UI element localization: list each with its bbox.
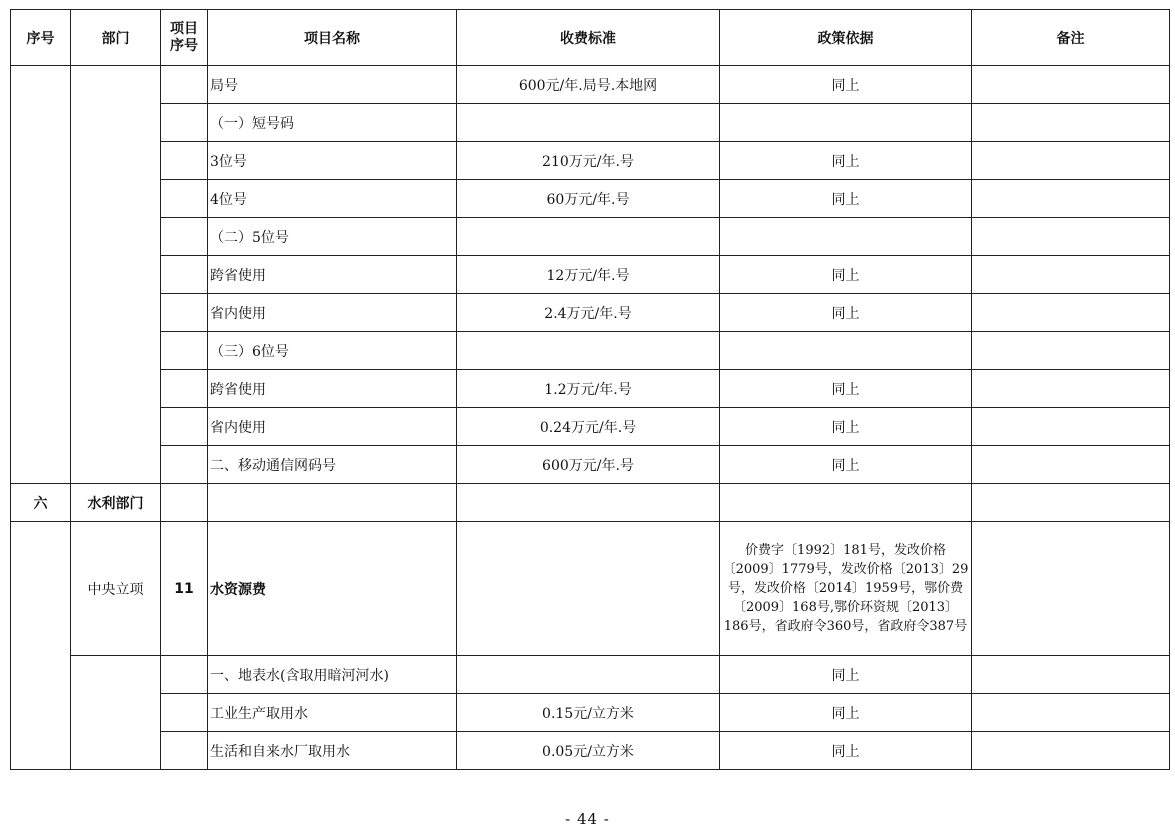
- fee-cell: [457, 104, 720, 142]
- policy-cell: 同上: [720, 256, 972, 294]
- item-name-cell: 水资源费: [208, 522, 457, 656]
- item-name-cell: （二）5位号: [208, 218, 457, 256]
- table-row: [11, 332, 1170, 370]
- seq-cell-blank: [11, 522, 71, 770]
- item-name-cell: 一、地表水(含取用暗河河水): [208, 656, 457, 694]
- fee-cell: 210万元/年.号: [457, 142, 720, 180]
- table-row: [11, 446, 1170, 484]
- fee-cell: 600万元/年.号: [457, 446, 720, 484]
- item-name-cell: [208, 484, 457, 522]
- table-row: [11, 256, 1170, 294]
- table-row: [11, 408, 1170, 446]
- table-row: [11, 294, 1170, 332]
- item-seq-cell: [161, 484, 208, 522]
- fee-cell: 2.4万元/年.号: [457, 294, 720, 332]
- remarks-cell: [972, 256, 1170, 294]
- table-row: [11, 142, 1170, 180]
- item-seq-cell: [161, 104, 208, 142]
- remarks-cell: [972, 522, 1170, 656]
- item-name-cell: 工业生产取用水: [208, 694, 457, 732]
- table-header-row: [11, 10, 1170, 66]
- policy-cell: 价费字〔1992〕181号，发改价格〔2009〕1779号，发改价格〔2013〕29号，发改价格〔2014〕1959号，鄂价费〔2009〕168号,鄂价环资规〔2013〕186号，省政府令360号，省政府令387号: [720, 522, 972, 656]
- item-name-cell: 二、移动通信网码号: [208, 446, 457, 484]
- policy-cell: 同上: [720, 694, 972, 732]
- department-cell-blank: [71, 656, 161, 770]
- item-seq-cell: [161, 332, 208, 370]
- section-row: [11, 484, 1170, 522]
- item-seq-cell: [161, 408, 208, 446]
- header-department: 部门: [71, 10, 161, 66]
- item-seq-cell: 11: [161, 522, 208, 656]
- table-row: [11, 218, 1170, 256]
- item-name-cell: 跨省使用: [208, 370, 457, 408]
- policy-cell: 同上: [720, 294, 972, 332]
- policy-cell: 同上: [720, 656, 972, 694]
- item-seq-cell: [161, 446, 208, 484]
- table-row: [11, 180, 1170, 218]
- item-seq-cell: [161, 142, 208, 180]
- item-seq-cell: [161, 66, 208, 104]
- remarks-cell: [972, 66, 1170, 104]
- item-name-cell: （一）短号码: [208, 104, 457, 142]
- fee-cell: 1.2万元/年.号: [457, 370, 720, 408]
- remarks-cell: [972, 732, 1170, 770]
- header-fee-standard: 收费标准: [457, 10, 720, 66]
- policy-cell: 同上: [720, 370, 972, 408]
- remarks-cell: [972, 370, 1170, 408]
- table-row: [11, 522, 1170, 656]
- fee-table: [10, 9, 1170, 770]
- policy-cell: [720, 332, 972, 370]
- policy-cell: [720, 484, 972, 522]
- remarks-cell: [972, 180, 1170, 218]
- item-seq-cell: [161, 218, 208, 256]
- table-row: [11, 66, 1170, 104]
- remarks-cell: [972, 484, 1170, 522]
- policy-cell: 同上: [720, 66, 972, 104]
- remarks-cell: [972, 104, 1170, 142]
- fee-cell: [457, 656, 720, 694]
- header-remarks: 备注: [972, 10, 1170, 66]
- item-name-cell: 生活和自来水厂取用水: [208, 732, 457, 770]
- item-seq-cell: [161, 180, 208, 218]
- fee-cell: [457, 522, 720, 656]
- fee-cell: [457, 484, 720, 522]
- fee-cell: 12万元/年.号: [457, 256, 720, 294]
- header-seq: 序号: [11, 10, 71, 66]
- item-seq-cell: [161, 256, 208, 294]
- header-item-seq: [161, 10, 208, 66]
- department-cell: 中央立项: [71, 522, 161, 656]
- remarks-cell: [972, 408, 1170, 446]
- page-number: - 44 -: [565, 810, 610, 828]
- section-seq-cell: 六: [11, 484, 71, 522]
- fee-cell: 60万元/年.号: [457, 180, 720, 218]
- seq-cell-blank: [11, 66, 71, 484]
- fee-cell: [457, 218, 720, 256]
- remarks-cell: [972, 656, 1170, 694]
- item-name-cell: 局号: [208, 66, 457, 104]
- fee-cell: [457, 332, 720, 370]
- fee-cell: 0.05元/立方米: [457, 732, 720, 770]
- policy-cell: 同上: [720, 142, 972, 180]
- table-row: [11, 732, 1170, 770]
- table-row: [11, 370, 1170, 408]
- item-seq-cell: [161, 656, 208, 694]
- item-name-cell: 4位号: [208, 180, 457, 218]
- header-policy-basis: 政策依据: [720, 10, 972, 66]
- policy-cell: 同上: [720, 180, 972, 218]
- fee-cell: 600元/年.局号.本地网: [457, 66, 720, 104]
- policy-cell: 同上: [720, 446, 972, 484]
- policy-cell: [720, 218, 972, 256]
- table-row: [11, 694, 1170, 732]
- header-item-seq-line2: 序号: [170, 37, 198, 54]
- policy-cell: 同上: [720, 408, 972, 446]
- department-cell-blank: [71, 66, 161, 484]
- item-seq-cell: [161, 370, 208, 408]
- item-seq-cell: [161, 294, 208, 332]
- item-name-cell: 3位号: [208, 142, 457, 180]
- header-item-seq-line1: 项目: [170, 20, 198, 37]
- item-name-cell: 省内使用: [208, 408, 457, 446]
- item-name-cell: （三）6位号: [208, 332, 457, 370]
- item-name-cell: 跨省使用: [208, 256, 457, 294]
- item-seq-cell: [161, 732, 208, 770]
- remarks-cell: [972, 332, 1170, 370]
- remarks-cell: [972, 694, 1170, 732]
- policy-cell: [720, 104, 972, 142]
- fee-cell: 0.15元/立方米: [457, 694, 720, 732]
- header-item-name: 项目名称: [208, 10, 457, 66]
- remarks-cell: [972, 218, 1170, 256]
- item-seq-cell: [161, 694, 208, 732]
- remarks-cell: [972, 446, 1170, 484]
- section-department-cell: 水利部门: [71, 484, 161, 522]
- table-row: [11, 104, 1170, 142]
- table-row: [11, 656, 1170, 694]
- item-name-cell: 省内使用: [208, 294, 457, 332]
- fee-cell: 0.24万元/年.号: [457, 408, 720, 446]
- remarks-cell: [972, 142, 1170, 180]
- policy-cell: 同上: [720, 732, 972, 770]
- remarks-cell: [972, 294, 1170, 332]
